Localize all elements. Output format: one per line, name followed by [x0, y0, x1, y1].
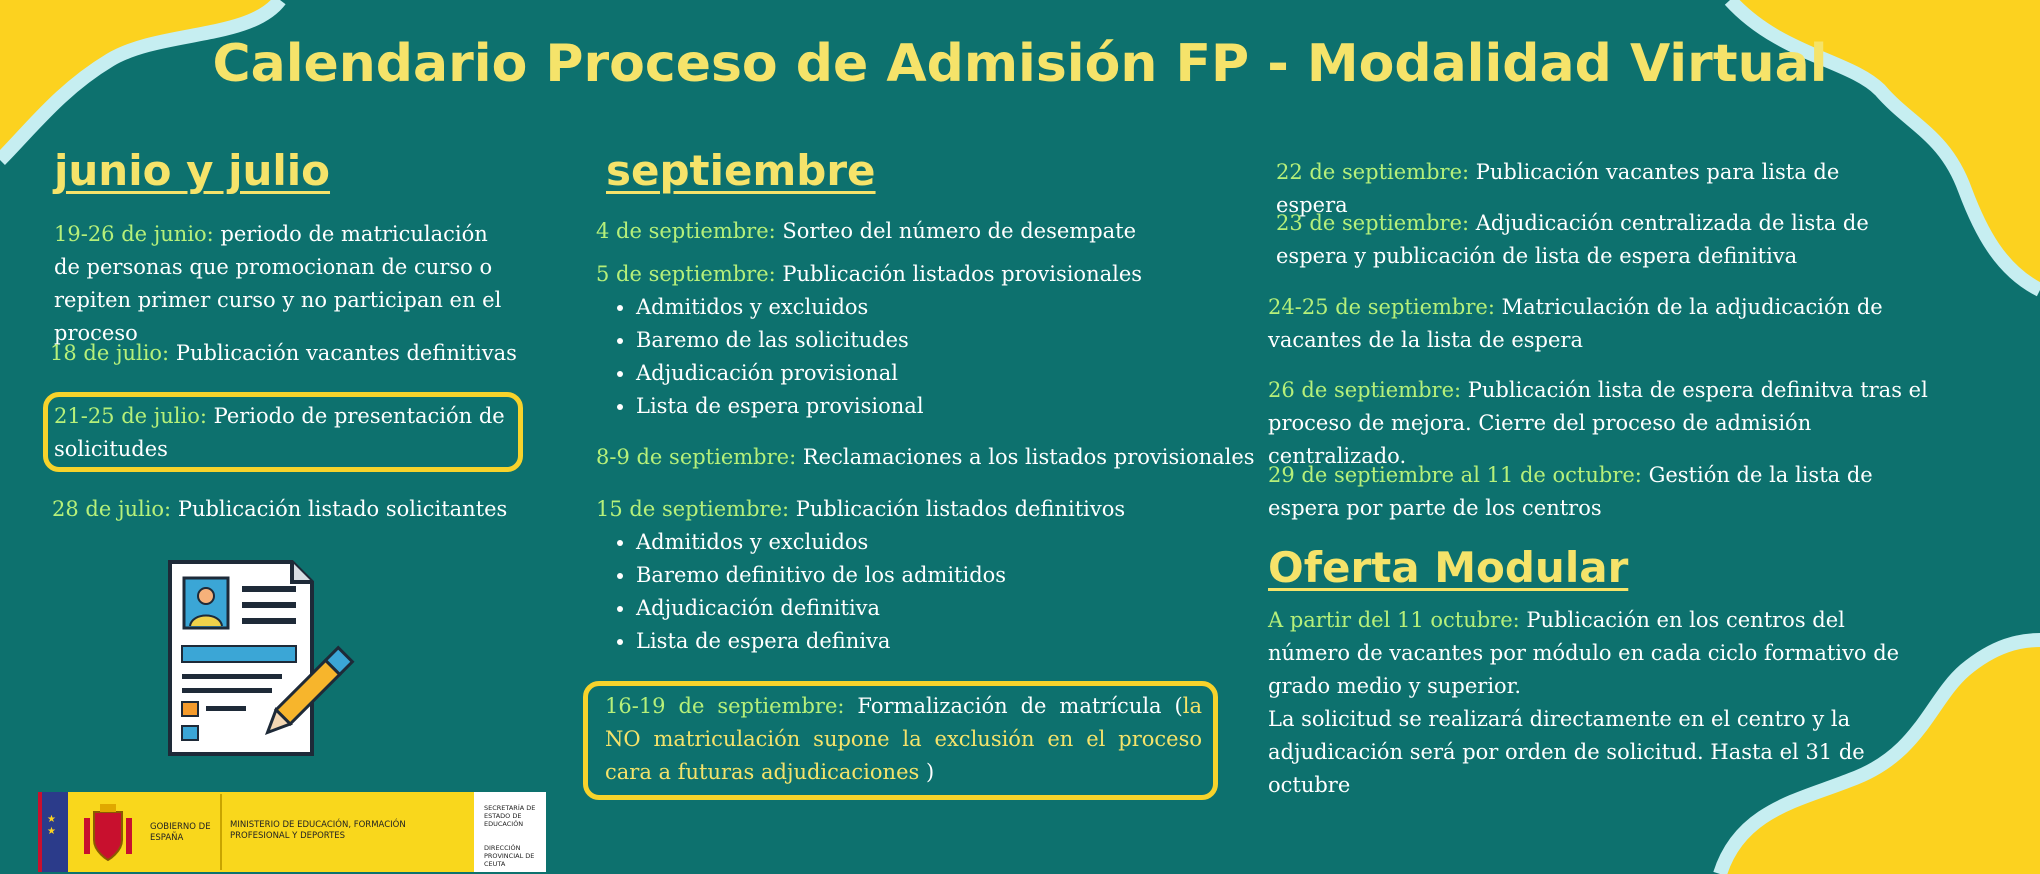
list-item: • Adjudicación provisional	[636, 357, 1156, 390]
col3-item-matriculacion: 24-25 de septiembre: Matriculación de la adjudicación de vacantes de la lista de espera	[1268, 295, 1883, 352]
coat-of-arms-icon	[80, 804, 136, 864]
col3-item-vacantes-espera: 22 de septiembre: Publicación vacantes para lista de espera	[1276, 160, 1840, 217]
direccion-label: DIRECCIÓN PROVINCIAL DE CEUTA	[484, 844, 535, 868]
col2-item-sorteo: 4 de septiembre: Sorteo del número de desempate	[596, 219, 1137, 243]
list-item: • Admitidos y excluidos	[636, 291, 1156, 324]
col1-item-solicitudes: 21-25 de julio: Periodo de presentación de solicitudes	[54, 404, 505, 461]
list-item: • Baremo definitivo de los admitidos	[636, 559, 1156, 592]
list-item: • Lista de espera provisional	[636, 390, 1156, 423]
list-item: • Baremo de las solicitudes	[636, 324, 1156, 357]
secretaria-label: SECRETARÍA DE ESTADO DE EDUCACIÓN	[484, 804, 536, 828]
col3-item-adjudicacion: 23 de septiembre: Adjudicación centralizada de lista de espera y publicación de lista de espera definitiva	[1276, 211, 1869, 268]
list-item: • Lista de espera definiva	[636, 625, 1156, 658]
pencil-icon	[250, 640, 360, 750]
col2-item-matricula: 16-19 de septiembre: Formalización de matrícula (la NO matriculación supone la exclusión en el proceso cara a futuras adjudicaciones )	[605, 694, 1202, 784]
col1-item-listado: 28 de julio: Publicación listado solicitantes	[52, 497, 508, 521]
ministry-label: MINISTERIO DE EDUCACIÓN, FORMACIÓN PROFESIONAL Y DEPORTES	[230, 820, 406, 841]
col1-item-matriculacion: 19-26 de junio: periodo de matriculación de personas que promocionan de curso o repiten primer curso y no participan en el proceso	[54, 222, 502, 345]
heading-junio-julio: junio y julio	[54, 146, 331, 195]
col2-item-definitivos: 15 de septiembre: Publicación listados definitivos • Admitidos y excluidos • Baremo definitivo de los admitidos • Adjudicación definitiva • Lista de espera definiva	[596, 493, 1156, 658]
col1-item-vacantes: 18 de julio: Publicación vacantes definitivas	[50, 341, 517, 365]
heading-septiembre: septiembre	[606, 146, 876, 195]
government-logo-strip	[38, 792, 546, 872]
gov-label: GOBIERNO DE ESPAÑA	[150, 822, 211, 843]
col2-item-provisionales: 5 de septiembre: Publicación listados provisionales • Admitidos y excluidos • Baremo de las solicitudes • Adjudicación provisional • Lista de espera provisional	[596, 258, 1156, 423]
col3-item-cierre: 26 de septiembre: Publicación lista de espera definitva tras el proceso de mejora. Cierre del proceso de admisión centralizado.	[1268, 378, 1928, 468]
eu-flag-strip: ★ ★	[38, 792, 68, 872]
col3-item-gestion: 29 de septiembre al 11 de octubre: Gestión de la lista de espera por parte de los centros	[1268, 463, 1873, 520]
col2-item-reclamaciones: 8-9 de septiembre: Reclamaciones a los listados provisionales	[596, 445, 1255, 469]
col3-item-oferta-modular: A partir del 11 octubre: Publicación en los centros del número de vacantes por módulo en cada ciclo formativo de grado medio y superior. La solicitud se realizará directamente en el centro y la adjudicación será por orden de solicitud. Hasta el 31 de octubre	[1268, 608, 1900, 797]
list-item: • Adjudicación definitiva	[636, 592, 1156, 625]
list-item: • Admitidos y excluidos	[636, 526, 1156, 559]
heading-oferta-modular: Oferta Modular	[1268, 543, 1629, 592]
page-title: Calendario Proceso de Admisión FP - Modalidad Virtual	[212, 34, 1828, 94]
